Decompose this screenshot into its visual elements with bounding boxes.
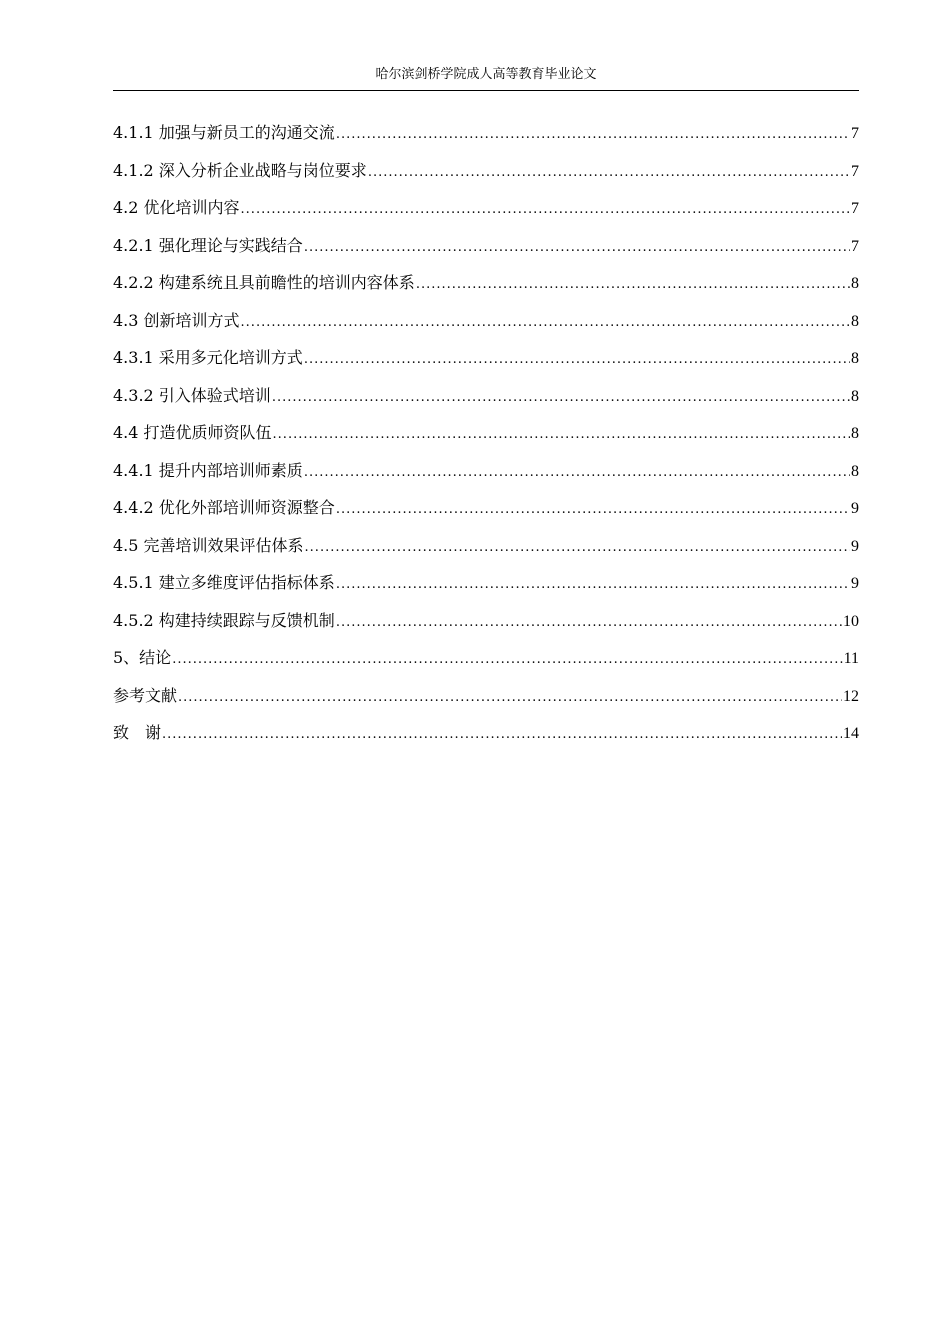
toc-entry xyxy=(113,571,859,609)
table-of-contents xyxy=(113,121,859,759)
toc-entry-page: 8 xyxy=(851,312,859,330)
toc-entry-page: 11 xyxy=(843,650,859,667)
toc-entry xyxy=(113,721,859,759)
toc-leader-dots xyxy=(162,723,842,747)
toc-leader-dots xyxy=(172,648,842,672)
toc-entry xyxy=(113,234,859,272)
toc-entry-title: 4.5 完善培训效果评估体系 xyxy=(113,535,304,555)
toc-leader-dots xyxy=(416,273,850,297)
toc-entry xyxy=(113,346,859,384)
toc-entry-title: 5、结论 xyxy=(113,648,172,667)
toc-entry xyxy=(113,271,859,309)
toc-leader-dots xyxy=(336,498,850,522)
toc-leader-dots xyxy=(336,573,850,597)
toc-leader-dots xyxy=(304,348,850,372)
toc-entry xyxy=(113,496,859,534)
toc-entry-page: 8 xyxy=(851,387,859,405)
toc-entry-page: 14 xyxy=(843,725,859,742)
toc-leader-dots xyxy=(272,386,850,410)
header-title: 哈尔滨剑桥学院成人高等教育毕业论文 xyxy=(375,67,597,82)
toc-leader-dots xyxy=(304,236,850,260)
toc-entry-title: 4.1.2 深入分析企业战略与岗位要求 xyxy=(113,160,367,180)
toc-entry-page: 7 xyxy=(851,200,859,217)
toc-entry-title: 4.5.2 构建持续跟踪与反馈机制 xyxy=(113,610,335,630)
toc-entry xyxy=(113,459,859,497)
toc-entry xyxy=(113,309,859,347)
toc-entry-title: 参考文献 xyxy=(113,685,178,705)
toc-leader-dots xyxy=(241,198,850,222)
toc-entry xyxy=(113,384,859,422)
toc-entry-title: 4.5.1 建立多维度评估指标体系 xyxy=(113,573,335,592)
toc-entry-title: 4.2 优化培训内容 xyxy=(113,198,240,217)
toc-entry xyxy=(113,159,859,197)
toc-leader-dots xyxy=(241,311,850,335)
toc-entry xyxy=(113,534,859,572)
toc-entry-page: 8 xyxy=(851,462,859,480)
toc-leader-dots xyxy=(336,611,842,635)
toc-leader-dots xyxy=(368,161,850,185)
toc-leader-dots xyxy=(273,423,850,447)
toc-leader-dots xyxy=(304,461,850,485)
toc-entry xyxy=(113,646,859,684)
toc-entry xyxy=(113,196,859,234)
toc-entry-title: 4.2.1 强化理论与实践结合 xyxy=(113,235,303,255)
toc-entry-title: 致 谢 xyxy=(113,723,162,742)
toc-entry-page: 10 xyxy=(843,612,859,630)
toc-entry-title: 4.2.2 构建系统且具前瞻性的培训内容体系 xyxy=(113,273,415,292)
toc-entry-title: 4.4.2 优化外部培训师资源整合 xyxy=(113,498,335,517)
toc-entry-title: 4.3 创新培训方式 xyxy=(113,310,240,330)
toc-entry-page: 8 xyxy=(851,350,859,367)
toc-entry-title: 4.3.2 引入体验式培训 xyxy=(113,385,271,405)
page-header xyxy=(113,66,859,91)
toc-entry-page: 7 xyxy=(851,125,859,142)
toc-leader-dots xyxy=(178,686,842,710)
toc-leader-dots xyxy=(305,536,850,560)
toc-entry-page: 9 xyxy=(851,500,859,517)
toc-entry-title: 4.4.1 提升内部培训师素质 xyxy=(113,460,303,480)
toc-entry-page: 7 xyxy=(851,237,859,255)
toc-entry xyxy=(113,421,859,459)
toc-entry xyxy=(113,609,859,647)
toc-entry xyxy=(113,684,859,722)
toc-entry-page: 9 xyxy=(851,575,859,592)
toc-entry-page: 8 xyxy=(851,425,859,442)
toc-entry-page: 8 xyxy=(851,275,859,292)
toc-entry-page: 9 xyxy=(851,537,859,555)
toc-leader-dots xyxy=(336,123,850,147)
toc-entry-title: 4.1.1 加强与新员工的沟通交流 xyxy=(113,123,335,142)
toc-entry-page: 7 xyxy=(851,162,859,180)
toc-entry-title: 4.4 打造优质师资队伍 xyxy=(113,423,272,442)
toc-entry-title: 4.3.1 采用多元化培训方式 xyxy=(113,348,303,367)
toc-entry-page: 12 xyxy=(843,687,859,705)
toc-entry xyxy=(113,121,859,159)
